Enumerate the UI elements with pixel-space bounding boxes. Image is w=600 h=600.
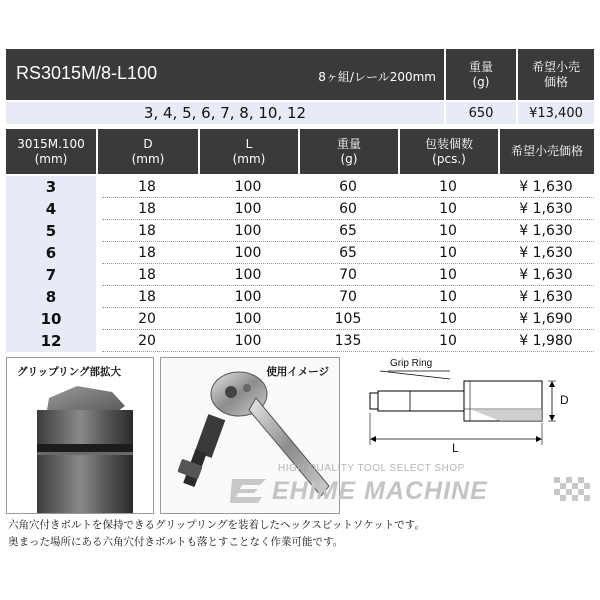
header-d-line1: D [143,136,153,151]
header-pcs [400,129,498,174]
grip-ring-callout: Grip Ring [390,358,433,369]
table-row [6,176,594,198]
cell-d: 18 [138,245,156,261]
cell-weight: 65 [339,245,357,261]
cell-l: 100 [234,245,262,261]
table-row [6,286,594,308]
header-d [98,129,198,174]
set-price-header [518,49,594,100]
table-row [6,308,594,330]
cell-price: ¥ 1,630 [519,267,573,283]
cell-weight: 60 [339,201,357,217]
cell-l: 100 [234,223,262,239]
cell-d: 18 [138,223,156,239]
row-separator [102,351,594,352]
cell-pcs: 10 [439,267,457,283]
header-weight-line1: 重量 [336,136,361,151]
header-size-line1: 3015M.100 [17,136,85,151]
cell-price: ¥ 1,630 [519,289,573,305]
cell-d: 20 [138,333,156,349]
set-price-value: ¥13,400 [529,105,583,121]
cell-pcs: 10 [439,201,457,217]
set-sizes [6,102,444,124]
table-row [6,198,594,220]
header-pcs-line1: 包装個数 [424,136,473,151]
cell-size: 12 [6,330,96,352]
set-weight [446,102,516,124]
set-description: 8ヶ組/レール200mm [318,70,436,84]
cell-pcs: 10 [439,289,457,305]
cell-weight: 105 [334,311,362,327]
cell-size: 5 [6,220,96,242]
cell-l: 100 [234,311,262,327]
set-weight-header [446,49,516,100]
description-line-2: 奥まった場所にある六角穴付きボルトも落とすことなく作業可能です。 [8,536,344,548]
cell-d: 18 [138,201,156,217]
set-weight-header-label: 重量 [468,59,493,74]
checkered-flag-icon [554,477,592,503]
shop-logo-icon [228,475,270,505]
dimension-diagram [350,357,594,457]
cell-l: 100 [234,179,262,195]
header-weight [300,129,398,174]
socket-dimension-drawing [350,357,594,457]
table-row [6,220,594,242]
table-row [6,264,594,286]
table-row [6,330,594,352]
watermark-tagline: HIGH QUALITY TOOL SELECT SHOP [278,463,465,474]
cell-d: 18 [138,267,156,283]
set-weight-value: 650 [468,105,494,121]
cell-pcs: 10 [439,179,457,195]
cell-weight: 70 [339,289,357,305]
cell-size: 6 [6,242,96,264]
cell-pcs: 10 [439,333,457,349]
watermark-shop-name: EHIME MACHINE [272,477,488,505]
cell-l: 100 [234,267,262,283]
header-l [200,129,298,174]
header-pcs-line2: (pcs.) [432,151,466,166]
cell-pcs: 10 [439,245,457,261]
cell-size: 3 [6,176,96,198]
cell-d: 18 [138,179,156,195]
header-l-line2: (mm) [232,151,266,166]
cell-weight: 70 [339,267,357,283]
cell-weight: 65 [339,223,357,239]
spec-table-header [6,129,594,174]
header-price-line1: 希望小売価格 [510,144,583,158]
grip-ring-label: グリップリング部拡大 [17,366,121,378]
cell-price: ¥ 1,690 [519,311,573,327]
table-row [6,242,594,264]
set-price [518,102,594,124]
usage-label: 使用イメージ [266,366,329,378]
set-sizes-text: 3, 4, 5, 6, 7, 8, 10, 12 [143,104,307,122]
dimension-d-label: D [560,393,569,407]
grip-ring-photo [6,357,154,514]
cell-price: ¥ 1,980 [519,333,573,349]
cell-price: ¥ 1,630 [519,245,573,261]
cell-l: 100 [234,201,262,217]
cell-price: ¥ 1,630 [519,179,573,195]
cell-weight: 60 [339,179,357,195]
cell-size: 10 [6,308,96,330]
description-line-1: 六角穴付きボルトを保持できるグリップリングを装着したヘックスビットソケットです。 [8,519,425,531]
set-weight-header-unit: (g) [472,74,490,89]
header-weight-line2: (g) [340,151,358,166]
cell-d: 20 [138,311,156,327]
cell-pcs: 10 [439,311,457,327]
set-model: RS3015M/8-L100 [16,63,158,83]
cell-l: 100 [234,289,262,305]
header-price [500,129,594,174]
dimension-l-label: L [452,441,459,455]
cell-l: 100 [234,333,262,349]
header-d-line2: (mm) [131,151,165,166]
cell-d: 18 [138,289,156,305]
cell-size: 4 [6,198,96,220]
cell-weight: 135 [334,333,362,349]
set-price-header-line2: 価格 [543,74,568,89]
hex-bit-closeup-illustration [7,358,154,514]
header-l-line1: L [245,136,253,151]
cell-price: ¥ 1,630 [519,201,573,217]
cell-pcs: 10 [439,223,457,239]
set-title-bar [6,49,444,100]
shop-watermark [228,463,594,507]
cell-size: 7 [6,264,96,286]
cell-size: 8 [6,286,96,308]
header-size-line2: (mm) [34,151,68,166]
cell-price: ¥ 1,630 [519,223,573,239]
header-size [6,129,96,174]
set-price-header-line1: 希望小売 [531,59,580,74]
